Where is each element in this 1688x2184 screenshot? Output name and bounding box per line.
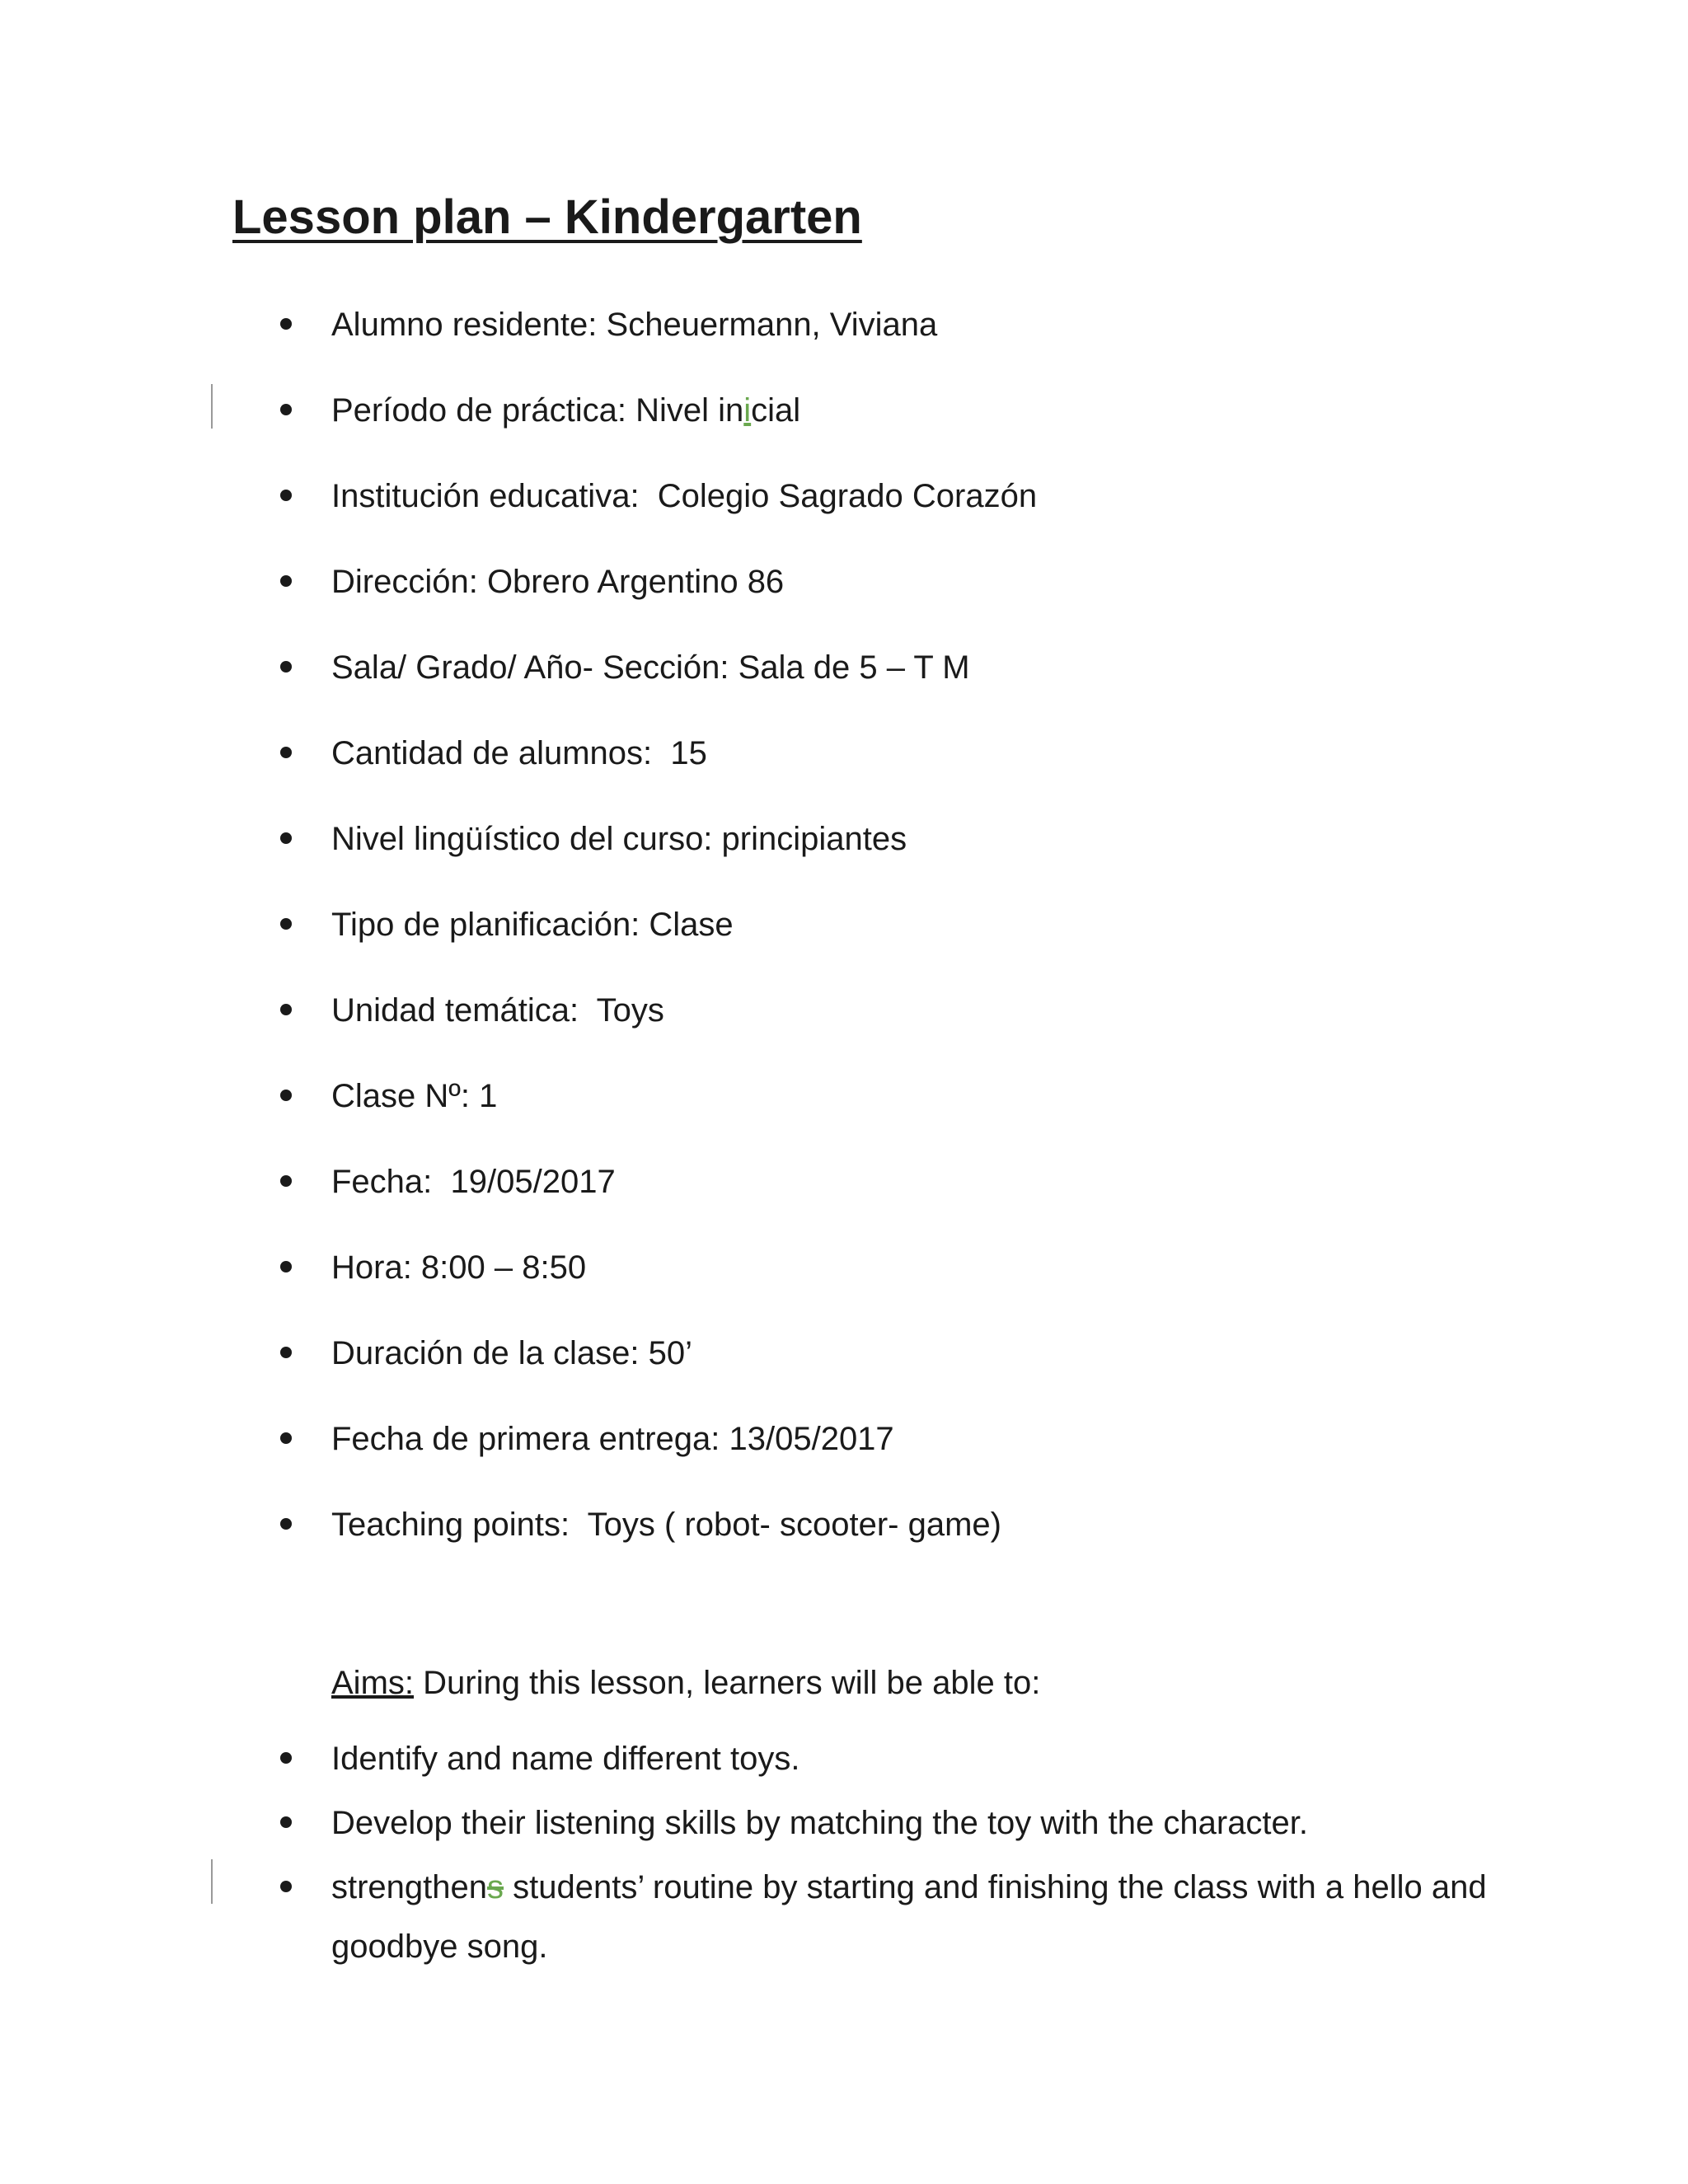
list-item	[0, 987, 1484, 1073]
list-item	[0, 1416, 1484, 1502]
info-item-text: Unidad temática: Toys	[331, 992, 664, 1029]
aims-intro	[331, 1660, 1040, 1706]
text-segment: strengthen	[331, 1869, 488, 1905]
info-item-text: Dirección: Obrero Argentino 86	[331, 564, 785, 600]
list-item	[0, 1800, 1566, 1864]
list-item	[0, 902, 1484, 987]
bullet-icon	[280, 1816, 292, 1828]
change-bar	[211, 384, 213, 429]
list-item	[0, 644, 1484, 730]
inserted-text: i	[743, 392, 752, 429]
page-title: Lesson plan – Kindergarten	[232, 190, 862, 244]
bullet-icon	[280, 404, 292, 415]
list-item	[0, 1330, 1484, 1416]
list-item	[0, 302, 1484, 387]
list-item	[0, 1244, 1484, 1330]
info-item-text: Teaching points: Toys ( robot- scooter- game)	[331, 1507, 1001, 1543]
info-item-text: Fecha: 19/05/2017	[331, 1164, 616, 1200]
bullet-icon	[280, 1881, 292, 1892]
bullet-icon	[280, 490, 292, 501]
bullet-icon	[280, 1090, 292, 1101]
list-item	[0, 559, 1484, 644]
aims-intro-text: During this lesson, learners will be able to:	[414, 1665, 1041, 1701]
info-item-text: Alumno residente: Scheuermann, Viviana	[331, 307, 938, 343]
bullet-icon	[280, 747, 292, 758]
bullet-icon	[280, 1518, 292, 1530]
info-item-text: Sala/ Grado/ Año- Sección: Sala de 5 – T M	[331, 649, 970, 686]
change-bar	[211, 1859, 213, 1904]
bullet-icon	[280, 1347, 292, 1358]
info-item-text: Nivel lingüístico del curso: principiantes	[331, 821, 907, 857]
bullet-icon	[280, 1261, 292, 1272]
aims-list	[0, 1736, 1566, 1988]
list-item	[0, 1864, 1566, 1988]
info-item-text: Clase Nº: 1	[331, 1078, 498, 1114]
info-item-text	[331, 387, 800, 434]
info-item-text: Tipo de planificación: Clase	[331, 907, 734, 943]
aim-item-text	[331, 1858, 1502, 1976]
info-item-text: Hora: 8:00 – 8:50	[331, 1249, 587, 1286]
list-item	[0, 730, 1484, 816]
info-list	[0, 302, 1484, 1587]
list-item	[0, 1502, 1484, 1587]
info-item-text: Fecha de primera entrega: 13/05/2017	[331, 1421, 894, 1457]
list-item	[0, 473, 1484, 559]
bullet-icon	[280, 918, 292, 930]
bullet-icon	[280, 1004, 292, 1015]
bullet-icon	[280, 832, 292, 844]
list-item	[0, 387, 1484, 473]
bullet-icon	[280, 1175, 292, 1187]
bullet-icon	[280, 575, 292, 587]
deleted-text: s	[487, 1869, 504, 1905]
list-item	[0, 1736, 1566, 1800]
aim-item-text: Identify and name different toys.	[331, 1741, 800, 1777]
bullet-icon	[280, 1752, 292, 1764]
aim-item-text: Develop their listening skills by matching the toy with the character.	[331, 1805, 1309, 1841]
list-item	[0, 1073, 1484, 1159]
info-item-text: Institución educativa: Colegio Sagrado Corazón	[331, 478, 1038, 514]
aims-label: Aims:	[331, 1665, 414, 1701]
list-item	[0, 1159, 1484, 1244]
bullet-icon	[280, 318, 292, 330]
bullet-icon	[280, 1432, 292, 1444]
text-segment: Período de práctica: Nivel in	[331, 392, 744, 429]
info-item-text: Duración de la clase: 50’	[331, 1335, 693, 1371]
info-item-text: Cantidad de alumnos: 15	[331, 735, 707, 771]
bullet-icon	[280, 661, 292, 673]
text-segment: cial	[751, 392, 801, 429]
list-item	[0, 816, 1484, 902]
text-segment: students’ routine by starting and finishing the class with a hello and goodbye song.	[331, 1869, 1487, 1965]
